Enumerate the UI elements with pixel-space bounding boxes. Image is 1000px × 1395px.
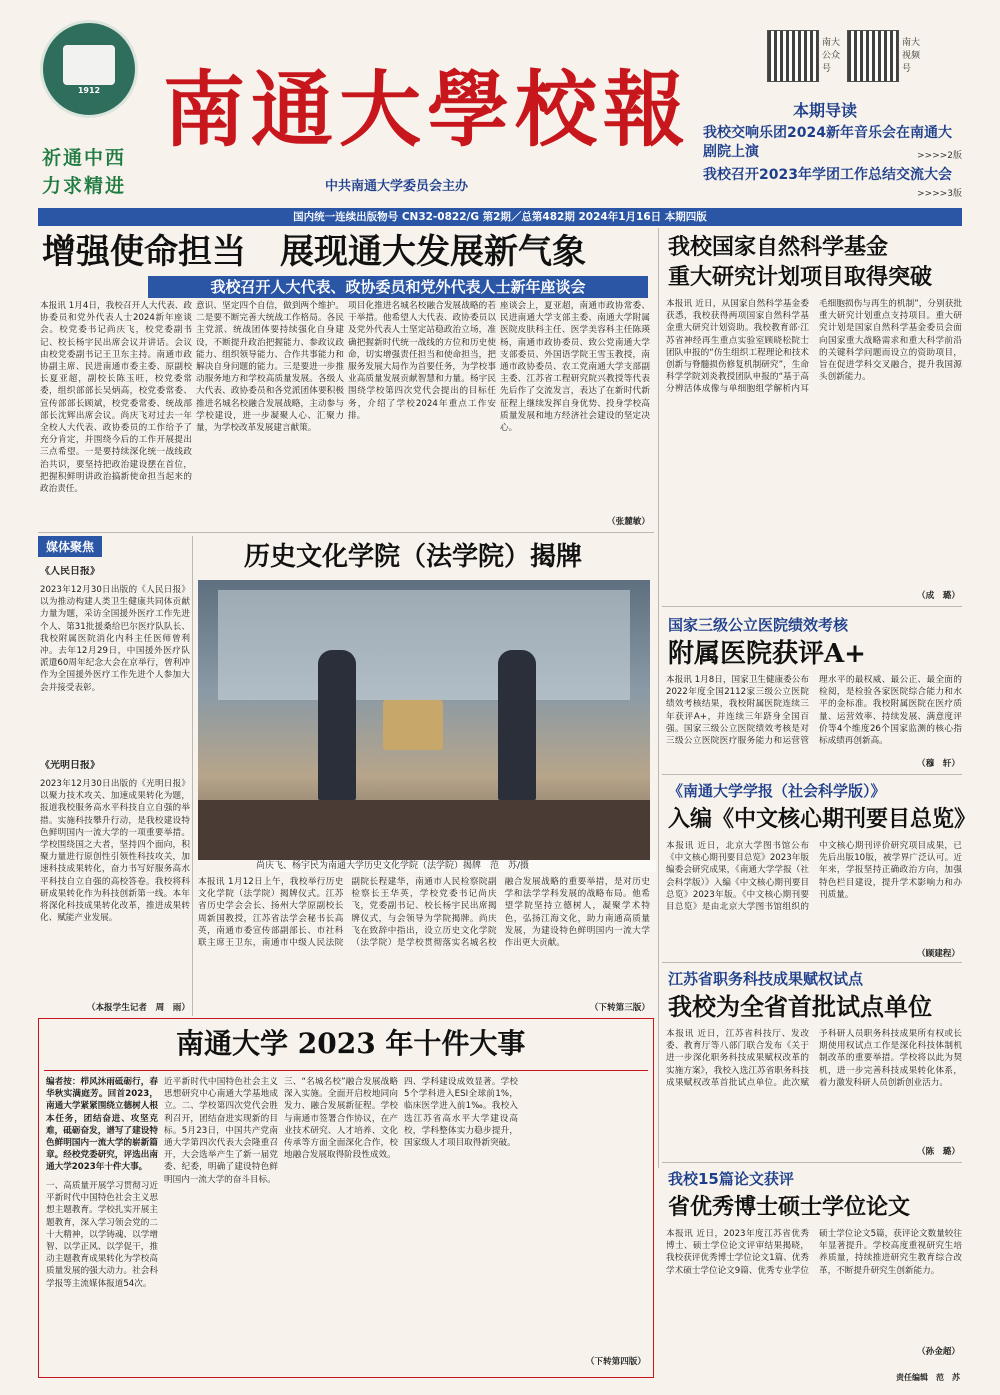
- ten-events-col-1: 一、高质量开展学习贯彻习近平新时代中国特色社会主义思想主题教育。学校扎实开展主题教育，深入学习领会党的二十大精神，以学铸魂、以学增智、以学正风、以学促干，推动主题教育成果转化为学校高质量发展的强大动力。社会科学报等主流媒体报道54次。: [46, 1181, 158, 1289]
- pilot-body: 本报讯 近日，江苏省科技厅、发改委、教育厅等八部门联合发布《关于进一步深化职务科技成果赋权改革的实施方案》，我校入选江苏省职务科技成果赋权改革首批试点单位。此次赋予科研人员职务科技成果所有权或长期使用权试点工作是深化科技体制机制改革的重要举措。学校将以此为契机，进一步完善科技成果转化体系，着力激发科研人员创新创业活力。: [666, 1029, 962, 1088]
- pilot-kicker: 江苏省职务科技成果赋权试点: [668, 970, 864, 988]
- ten-events-col-2: 近平新时代中国特色社会主义思想研究中心南通大学基地成立。二、学校第四次党代会胜利召开，团结奋进实现新的目标。5月23日，中国共产党南通大学第四次代表大会隆重召开，大会选举产生了新一届党委、纪委，明确了建设特色鲜明国内一流大学的奋斗目标。: [164, 1077, 278, 1185]
- lead-subheadline: 我校召开人大代表、政协委员和党外代表人士新年座谈会: [148, 276, 648, 298]
- logo-year: 1912: [77, 86, 101, 95]
- guide-page-2: >>>>3版: [917, 189, 962, 199]
- thesis-author: （孙金超）: [917, 1347, 960, 1357]
- ten-events-col-4: 四、学科建设成效显著。学校5个学科进入ESI全球前1%，临床医学进入前1‰。我校入选江苏省高水平大学建设高校，学科整体实力稳步提升，国家级人才项目取得新突破。: [404, 1077, 518, 1149]
- ten-events-author: （下转第四版）: [585, 1357, 646, 1367]
- ten-events-headline: 南通大学 2023 年十件大事: [176, 1027, 526, 1060]
- history-author: （下转第三版）: [589, 1003, 650, 1013]
- section-divider: [662, 1162, 962, 1163]
- guide-page-1: >>>>2版: [917, 151, 962, 161]
- lead-col-2: 意识、坚定四个自信，做到两个维护。二是要不断完善大统战工作格局。各民主党派、统战团体要持续强化自身建设，不断提升政治把握能力、参政议政能力、组织领导能力、合作共事能力和解决自身问题的能力。三是要进一步推动服务地方和学校高质量发展。各级人大代表、政协委员和各党派团体要积极推进名城名校融合发展战略，主动参与学校建设，进一步凝聚人心、汇聚力量，为学校改革发展建言献策。: [196, 301, 344, 434]
- university-logo: [40, 20, 138, 118]
- media-author: （本报学生记者 周 雨）: [86, 1003, 190, 1013]
- lead-col-4: 座谈会上，夏亚超，南通市政协常委、民进南通大学支部主委、南通大学附属医院皮肤科主任、医学美容科主任陈瑛杨，南通市政协委员、致公党南通大学支部委员、外国语学院王雪玉教授，南通市政协委员、农工党南通大学支部副主委、江苏省工程研究院兴教授等代表先后作了交流发言，表达了在新时代新征程上继续发挥自身优势、投身学校高质量发展和地方经济社会建设的坚定决心。: [500, 301, 650, 434]
- nsfc-body: 本报讯 近日，从国家自然科学基金委获悉，我校获得两项国家自然科学基金重大研究计划资助。我校教育部·江苏省神经再生重点实验室顾晓松院士团队申报的“仿生组织工程理论和技术创新与脊髓损伤修复机制研究”，生命科学学院刘炎教授团队申报的“基于高分辨活体成像与单细胞组学解析内耳毛细胞损伤与再生的机制”，分别获批重大研究计划重点支持项目。重大研究计划是国家自然科学基金委员会面向国家重大战略需求和重大科学前沿的关键科学问题而设立的资助项目，旨在促进学科交叉融合，提升我国源头创新能力。: [666, 299, 962, 395]
- pilot-headline: 我校为全省首批试点单位: [668, 992, 932, 1021]
- qr1-label: 南大公众号: [822, 38, 841, 74]
- section-divider: [662, 774, 962, 775]
- motto-line-2: 力求精进: [42, 175, 127, 197]
- media-text-1: 2023年12月30日出版的《人民日报》以为推动构建人类卫生健康共同体贡献力量为题，采访全国援外医疗工作先进个人、第31批援桑给巴尔医疗队队长、我校附属医院消化内科主任医师曾利冲。去年12月29日，中国援外医疗队派遣60周年纪念大会在京举行，曾利冲作为全国援外医疗工作先进个人参加大会并接受表彰。: [40, 585, 190, 693]
- section-divider: [662, 962, 962, 963]
- lead-headline: 增强使命担当 展现通大发展新气象: [42, 232, 586, 272]
- sponsor-line: 中共南通大学委员会主办: [325, 179, 469, 194]
- media-text-2: 2023年12月30日出版的《光明日报》以聚力技术攻关、加速成果转化为题，报道我校服务高水平科技自立自强的举措。实施科技攀升行动，是我校建设特色鲜明国内一流大学的一项重要举措。学校围绕国之大者，坚持四个面向，积聚力量进行原创性引领性科技攻关，加速科技成果转化，奋力书写好服务高水平科技自立自强的高校答卷。我校将科研成果转化作为科技创新第一线。本年将深化科技成果转化改革，推进成果转化、赋能产业发展。: [40, 779, 190, 924]
- photo-caption: 尚庆飞、杨宇民为南通大学历史文化学院（法学院）揭牌 范 苏/摄: [256, 860, 656, 872]
- journal-body: 本报讯 近日，北京大学图书馆公布《中文核心期刊要目总览》2023年版编委会研究成果，《南通大学学报（社会科学版）》入编《中文核心期刊要目总览》2023年版。《中文核心期刊要目总览》是由北京大学图书馆组织的中文核心期刊评价研究项目成果，已先后出版10版，被学界广泛认可。近年来，学报坚持正确政治方向，加强特色栏目建设，提升学术影响力和办刊质量。: [666, 841, 962, 913]
- history-body: 本报讯 1月12日上午，我校举行历史文化学院（法学院）揭牌仪式。江苏省历史学会会长、扬州大学原副校长周新国教授，江苏省法学会秘书长高英，南通市委宣传部副部长、市社科联主席王卫东，南通市中级人民法院副院长程建华，南通市人民检察院副检察长王华英，学校党委书记尚庆飞，党委副书记、校长杨宇民出席揭牌仪式，与会领导为学院揭牌。尚庆飞在致辞中指出，设立历史文化学院（法学院）是学校贯彻落实名城名校融合发展战略的重要举措，是对历史学和法学学科发展的战略布局。他希望学院坚持立德树人，凝聚学术特色，弘扬江海文化，助力南通高质量发展，为建设特色鲜明国内一流大学作出更大贡献。: [198, 877, 650, 949]
- history-headline: 历史文化学院（法学院）揭牌: [244, 542, 583, 572]
- guide-item-1[interactable]: 我校交响乐团2024新年音乐会在南通大剧院上演: [703, 125, 952, 160]
- thesis-headline: 省优秀博士硕士学位论文: [668, 1194, 911, 1220]
- journal-headline: 入编《中文核心期刊要目总览》: [668, 806, 977, 832]
- ten-events-intro: 编者按：栉风沐雨砥砺行，春华秋实满庭芳。回首2023，南通大学紧紧围绕立德树人根本任务，团结奋进、攻坚克难，砥砺奋发，谱写了建设特色鲜明国内一流大学的崭新篇章。经校党委研究，评选出南通大学2023年十件大事。: [46, 1077, 158, 1173]
- thesis-body: 本报讯 近日，2023年度江苏省优秀博士、硕士学位论文评审结果揭晓，我校获评优秀博士学位论文1篇、优秀学术硕士学位论文9篇、优秀专业学位硕士学位论文5篇，获评论文数量较往年显著提升。学校高度重视研究生培养质量，持续推进研究生教育综合改革，不断提升研究生创新能力。: [666, 1229, 962, 1276]
- nsfc-headline-1: 我校国家自然科学基金: [668, 234, 889, 260]
- thesis-kicker: 我校15篇论文获评: [668, 1170, 794, 1188]
- qr2-label: 南大视频号: [902, 38, 921, 74]
- column-divider: [192, 536, 193, 1016]
- publication-info-bar: 国内统一连续出版物号 CN32-0822/G 第2期／总第482期 2024年1月16日 本期四版: [38, 208, 962, 226]
- red-divider: [44, 1070, 648, 1071]
- hospital-kicker: 国家三级公立医院绩效考核: [668, 616, 849, 634]
- unveiling-photo: [198, 580, 650, 860]
- media-source-2: 《光明日报》: [40, 760, 100, 771]
- hospital-headline: 附属医院获评A+: [668, 639, 866, 669]
- media-source-1: 《人民日报》: [40, 566, 100, 577]
- qr-code-icon[interactable]: [847, 30, 899, 82]
- nsfc-headline-2: 重大研究计划项目取得突破: [668, 264, 933, 290]
- motto-line-1: 祈通中西: [42, 147, 127, 169]
- hospital-body: 本报讯 1月8日，国家卫生健康委公布2022年度全国2112家三级公立医院绩效考核结果，我校附属医院连续三年获评A+，并连续三年跻身全国百强。国家三级公立医院绩效考核是对三级公立医院医疗服务能力和运营管理水平的最权威、最公正、最全面的检阅，是检验各家医院综合能力和水平的金标准。我校附属医院在医疗质量、运营效率、持续发展、满意度评价等4个维度26个国家监测的核心指标成绩再创新高。: [666, 675, 962, 747]
- hospital-author: （穆 轩）: [917, 759, 960, 769]
- nsfc-author: （成 璐）: [917, 591, 960, 601]
- pilot-author: （陈 璐）: [917, 1147, 960, 1157]
- guide-title: 本期导读: [793, 101, 858, 120]
- journal-kicker: 《南通大学学报（社会科学版）》: [668, 782, 886, 800]
- motto: [42, 144, 152, 200]
- column-divider: [658, 228, 659, 1168]
- newspaper-title: 南通大學校報: [163, 62, 692, 158]
- media-focus-tag: 媒体聚焦: [38, 536, 102, 557]
- lead-author: （张麓敏）: [607, 517, 650, 527]
- ten-events-col-3: 三、“名城名校”融合发展战略深入实施。全面开启校地同向发力、融合发展新征程。学校与南通市签署合作协议，在产业技术研究、人才培养、文化传承等方面全面深化合作，校地融合发展取得阶段性成效。: [284, 1077, 398, 1161]
- section-divider: [662, 606, 962, 607]
- lead-col-1: 本报讯 1月4日，我校召开人大代表、政协委员和党外代表人士2024新年座谈会。校党委书记尚庆飞，校党委副书记、校长杨宇民出席会议并讲话。会议由校党委副书记王卫东主持。南通市政协副主席、民进南通市委主委、原副校长夏亚超，副校长陈玉旺，校党委常委，组织部部长吴炳高，校党委常委、宣传部部长顾斌，校党委常委、统战部部长沈辉出席会议。尚庆飞对过去一年全校人大代表、政协委员的工作给予了充分肯定，并围绕今后的工作开展提出三点希望。一是要持续深化统一战线政治共识，要坚持把政治建设摆在首位，把握积鲜明讲政治搞新使命担当起来的政治责任。: [40, 301, 192, 495]
- guide-item-2[interactable]: 我校召开2023年学团工作总结交流大会: [703, 167, 952, 183]
- qr-code-icon[interactable]: [767, 30, 819, 82]
- editor-line: 责任编辑 范 苏: [896, 1373, 960, 1382]
- building-icon: [63, 45, 115, 85]
- section-divider: [38, 532, 654, 533]
- journal-author: （顾建程）: [917, 949, 960, 959]
- lead-col-3: 项目化推进名城名校融合发展战略的若干举措。他希望人大代表、政协委员以及党外代表人士坚定站稳政治立场，准确把握新时代统一战线的方位和历史使命，切实增强责任担当和使命担当，把服务发展大局作为首要任务，为学校事业高质量发展贡献智慧和力量。杨宇民围绕学校第四次党代会提出的目标任务，介绍了学校2024年重点工作安排。: [348, 301, 496, 421]
